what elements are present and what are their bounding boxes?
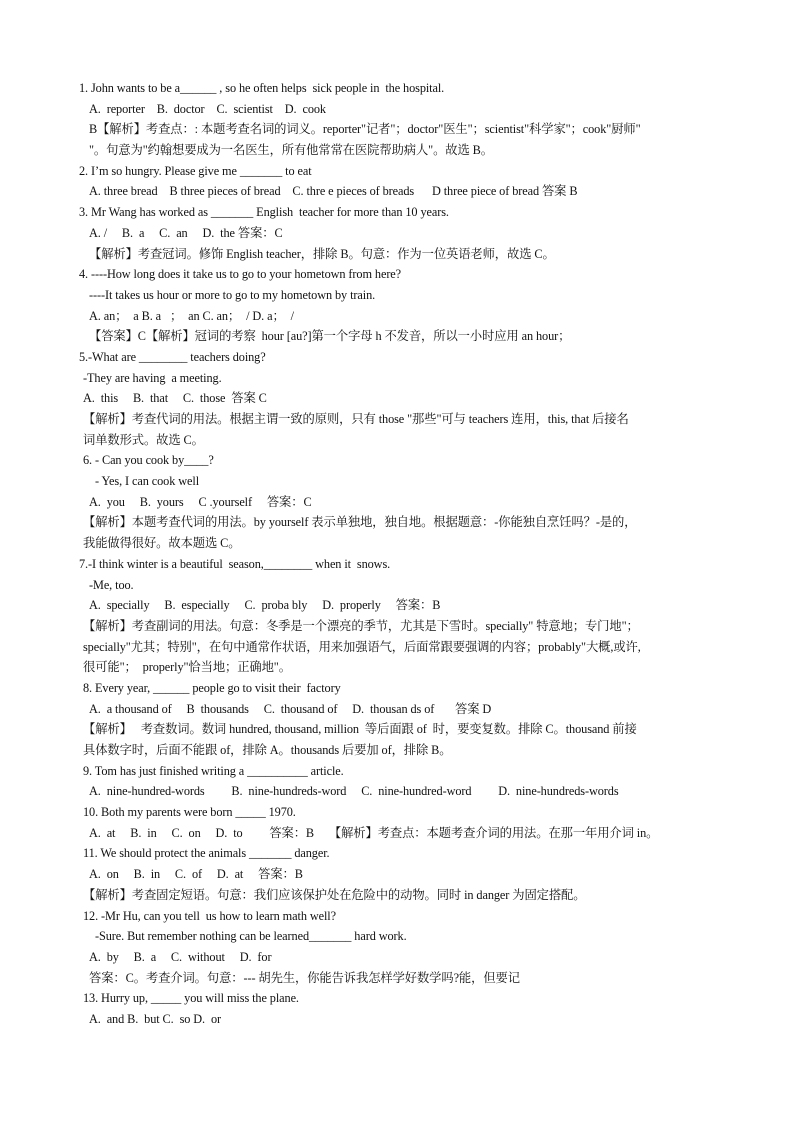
text-line: specially"尤其；特别"，在句中通常作状语，用来加强语气，后面常跟要强调的内容；probably"大概,或许, [83, 639, 641, 654]
text-line: 7.-I think winter is a beautiful season,________ when it snows. [79, 556, 391, 571]
text-line: 8. Every year, ______ people go to visit their factory [83, 680, 341, 695]
text-line: 【答案】C【解析】冠词的考察 hour [au?]第一个字母 h 不发音，所以一小时应用 an hour； [89, 329, 571, 344]
text-line: -They are having a meeting. [83, 370, 222, 385]
text-line: - Yes, I can cook well [95, 474, 200, 489]
text-line: A. specially B. especially C. proba bly D. properly 答案：B [89, 598, 441, 613]
text-line: A. and B. but C. so D. or [89, 1011, 222, 1026]
text-line: 答案：C。考查介词。句意：--- 胡先生，你能告诉我怎样学好数学吗?能，但要记 [89, 970, 520, 985]
text-line: 9. Tom has just finished writing a __________ article. [83, 763, 344, 778]
text-line: A. reporter B. doctor C. scientist D. cook [89, 101, 326, 116]
text-line: 1. John wants to be a______ , so he often helps sick people in the hospital. [79, 81, 445, 95]
text-line: A. / B. a C. an D. the 答案：C [89, 225, 283, 240]
text-line: 具体数字时，后面不能跟 of，排除 A。thousands 后要加 of，排除 B。 [83, 743, 452, 757]
text-line: A. on B. in C. of D. at 答案：B [89, 867, 303, 882]
text-line: B【解析】考查点：: 本题考查名词的词义。reporter"记者"；doctor"医生"；scientist"科学家"；cook"厨师" [89, 122, 641, 137]
text-line: 词单数形式。故选 C。 [83, 432, 204, 447]
text-line: 3. Mr Wang has worked as _______ English teacher for more than 10 years. [79, 205, 449, 220]
text-line: 【解析】考查冠词。修饰 English teacher，排除 B。句意：作为一位英语老师，故选 C。 [89, 246, 555, 261]
text-line: 5.-What are ________ teachers doing? [79, 349, 266, 364]
text-line: -Me, too. [89, 577, 134, 592]
text-line: 6. - Can you cook by____? [83, 453, 214, 468]
text-line: A. this B. that C. those 答案 C [83, 391, 267, 406]
text-line: A. at B. in C. on D. to 答案：B 【解析】考查点：本题考查介词的用法。在那一年用介词 in。 [89, 825, 659, 840]
text-line: 【解析】本题考查代词的用法。by yourself 表示单独地，独自地。根据题意：-你能独自烹饪吗？-是的， [83, 515, 637, 530]
text-line: 13. Hurry up, _____ you will miss the plane. [83, 991, 299, 1006]
text-line: A. three bread B three pieces of bread C. thre e pieces of breads D three piece of bread 答案 B [89, 184, 578, 199]
text-line: 11. We should protect the animals _______ danger. [83, 846, 330, 861]
text-line: A. nine-hundred-words B. nine-hundreds-word C. nine-hundred-word D. nine-hundreds-words [89, 784, 619, 799]
text-line: 【解析】 考查数词。数词 hundred, thousand, million 等后面跟 of 时，要变复数。排除 C。thousand 前接 [83, 722, 637, 737]
text-line: 【解析】考查代词的用法。根据主谓一致的原则，只有 those "那些"可与 teachers 连用，this, that 后接名 [83, 412, 629, 426]
text-line: 2. I’m so hungry. Please give me _______ to eat [79, 163, 312, 178]
text-line: 4. ----How long does it take us to go to your hometown from here? [79, 267, 402, 282]
text-line: 【解析】考查固定短语。句意：我们应该保护处在危险中的动物。同时 in danger 为固定搭配。 [83, 887, 586, 902]
text-line: -Sure. But remember nothing can be learned_______ hard work. [95, 929, 407, 944]
text-line: A. an； a B. a ； an C. an； / D. a； / [89, 308, 294, 323]
text-line: A. a thousand of B thousands C. thousand of D. thousan ds of 答案 D [89, 701, 492, 716]
text-line: ----It takes us hour or more to go to my hometown by train. [89, 287, 376, 302]
text-line: 12. -Mr Hu, can you tell us how to learn math well? [83, 908, 336, 923]
document-body [0, 78, 794, 1030]
text-line: A. you B. yours C .yourself 答案：C [89, 494, 312, 509]
text-line: 【解析】考查副词的用法。句意：冬季是一个漂亮的季节，尤其是下雪时。specially" 特意地；专门地"； [83, 618, 639, 633]
text-line: A. by B. a C. without D. for [89, 949, 272, 964]
text-line: "。句意为"约翰想要成为一名医生，所有他常常在医院帮助病人"。故选 B。 [89, 143, 493, 158]
text-line: 我能做得很好。故本题选 C。 [83, 536, 241, 551]
text-line: 10. Both my parents were born _____ 1970. [83, 805, 296, 820]
text-line: 很可能"； properly"恰当地；正确地"。 [83, 660, 291, 675]
